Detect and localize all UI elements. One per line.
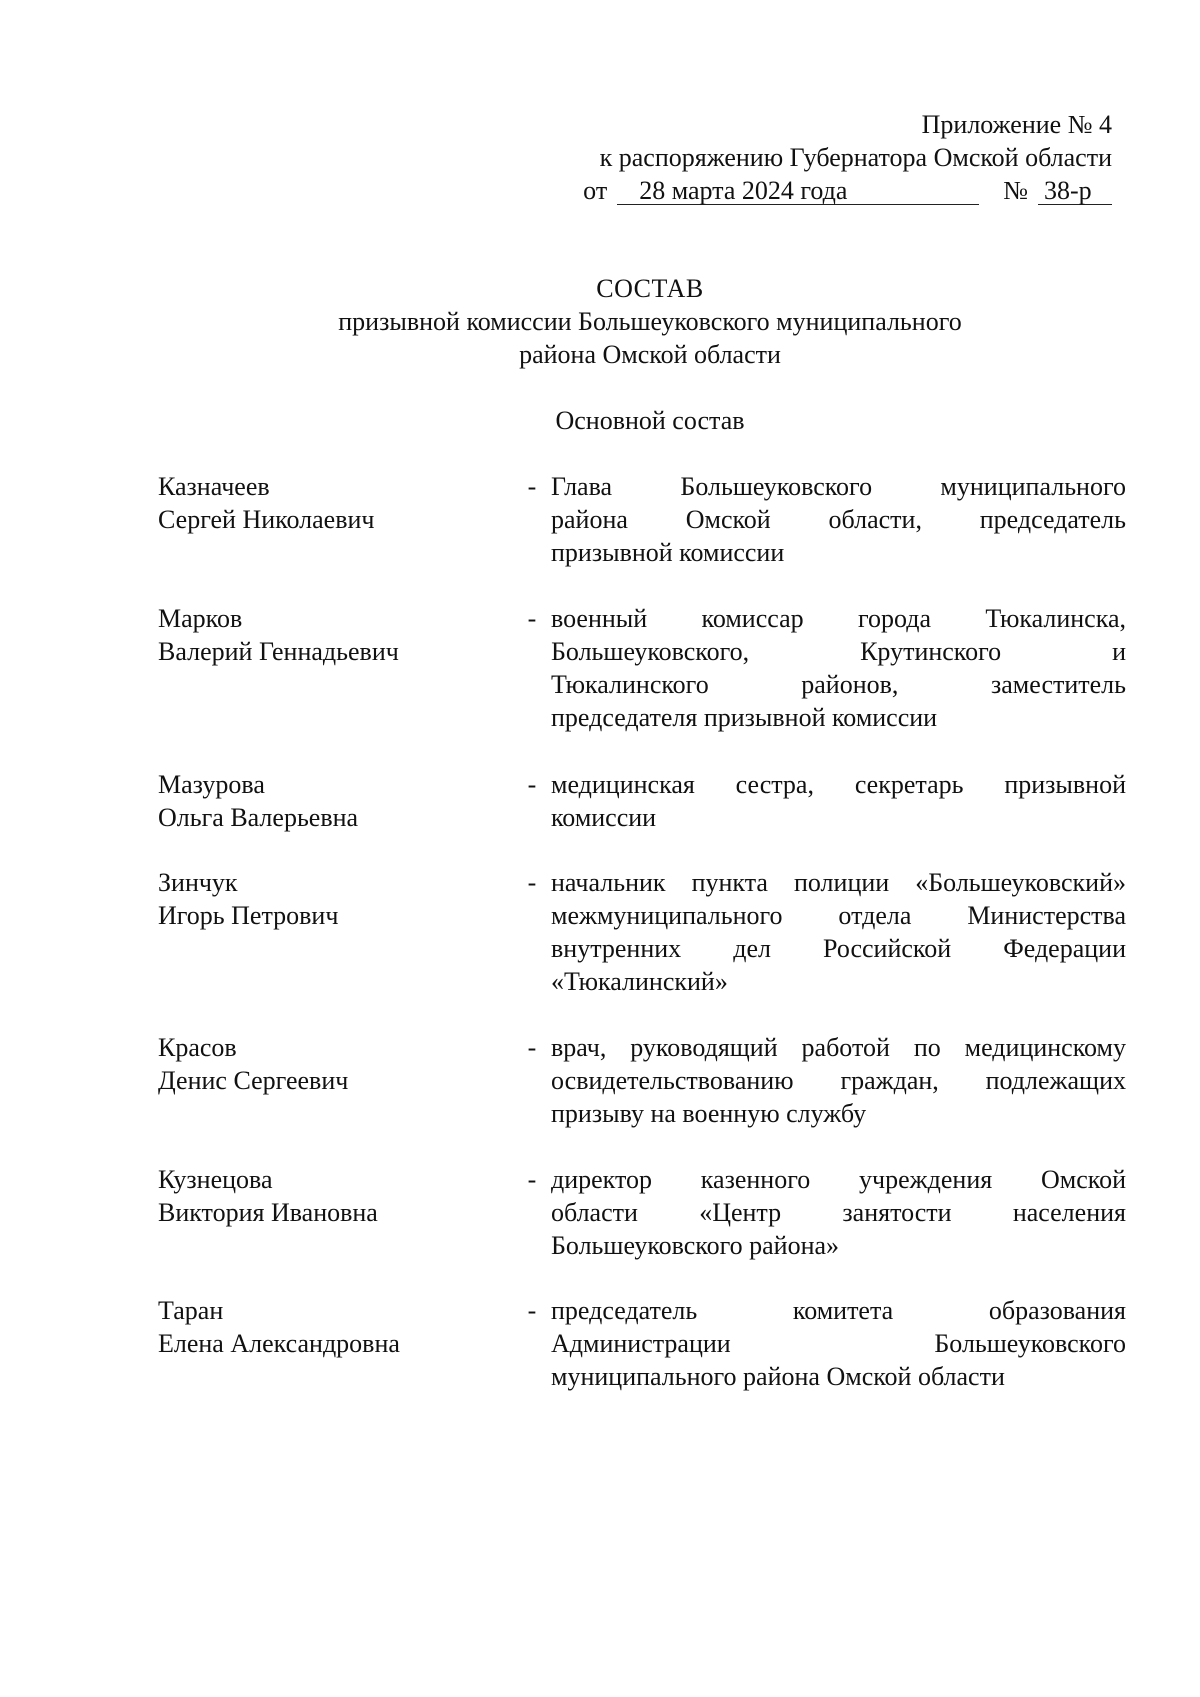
role-line: председатель комитета образования [551, 1296, 1126, 1325]
role-line: области «Центр занятости населения [551, 1198, 1126, 1227]
order-date-line [512, 174, 1112, 207]
role-line: призыву на военную службу [551, 1099, 867, 1128]
member-role [551, 1163, 1126, 1262]
order-reference: к распоряжению Губернатора Омской области [599, 143, 1112, 172]
dash-separator: - [527, 1296, 537, 1325]
member-surname: Красов [158, 1033, 237, 1062]
member-role [551, 470, 1126, 569]
dash-separator: - [527, 770, 537, 799]
dash-separator: - [527, 868, 537, 897]
role-line: военный комиссар города Тюкалинска, [551, 604, 1126, 633]
member-given-name: Денис Сергеевич [158, 1066, 349, 1095]
member-given-name: Валерий Геннадьевич [158, 637, 399, 666]
member-given-name: Елена Александровна [158, 1329, 400, 1358]
member-row [158, 1163, 1126, 1262]
member-role [551, 1031, 1126, 1130]
member-role [551, 768, 1126, 834]
member-row [158, 602, 1126, 734]
member-given-name: Ольга Валерьевна [158, 803, 359, 832]
role-line: муниципального района Омской области [551, 1362, 1005, 1391]
member-role [551, 866, 1126, 998]
member-given-name: Сергей Николаевич [158, 505, 375, 534]
role-line: Большеуковского района» [551, 1231, 840, 1260]
from-label: от [583, 176, 608, 205]
dash-separator: - [527, 1033, 537, 1062]
member-row [158, 1031, 1126, 1130]
member-name [158, 602, 513, 734]
member-name [158, 1294, 513, 1393]
number-label: № [1003, 176, 1028, 205]
order-date: 28 марта 2024 года [617, 178, 979, 205]
member-row [158, 768, 1126, 834]
dash-separator: - [527, 1165, 537, 1194]
role-line: Администрации Большеуковского [551, 1329, 1126, 1358]
role-line: межмуниципального отдела Министерства [551, 901, 1126, 930]
member-surname: Казначеев [158, 472, 270, 501]
member-name [158, 866, 513, 998]
member-surname: Марков [158, 604, 243, 633]
member-row [158, 866, 1126, 998]
member-row [158, 1294, 1126, 1393]
role-line: «Тюкалинский» [551, 967, 728, 996]
role-line: комиссии [551, 803, 657, 832]
role-line: врач, руководящий работой по медицинскому [551, 1033, 1126, 1062]
order-number: 38-р [1038, 178, 1112, 205]
role-line: внутренних дел Российской Федерации [551, 934, 1126, 963]
member-role [551, 1294, 1126, 1393]
document-title [200, 272, 1100, 371]
title-line-1: призывной комиссии Большеуковского муниципального [338, 307, 962, 336]
role-line: Тюкалинского районов, заместитель [551, 670, 1126, 699]
member-surname: Мазурова [158, 770, 265, 799]
role-line: района Омской области, председатель [551, 505, 1126, 534]
member-surname: Кузнецова [158, 1165, 273, 1194]
appendix-number: Приложение № 4 [921, 110, 1112, 139]
member-given-name: Игорь Петрович [158, 901, 339, 930]
dash-separator: - [527, 604, 537, 633]
appendix-header [512, 108, 1112, 207]
member-given-name: Виктория Ивановна [158, 1198, 378, 1227]
role-line: председателя призывной комиссии [551, 703, 938, 732]
role-line: Большеуковского, Крутинского и [551, 637, 1126, 666]
section-heading: Основной состав [555, 406, 745, 435]
role-line: освидетельствованию граждан, подлежащих [551, 1066, 1126, 1095]
role-line: начальник пункта полиции «Большеуковский» [551, 868, 1126, 897]
member-surname: Зинчук [158, 868, 238, 897]
member-surname: Таран [158, 1296, 224, 1325]
title-main: СОСТАВ [596, 274, 704, 303]
dash-separator: - [527, 472, 537, 501]
member-name [158, 768, 513, 834]
member-name [158, 1031, 513, 1130]
member-name [158, 1163, 513, 1262]
role-line: Глава Большеуковского муниципального [551, 472, 1126, 501]
member-row [158, 470, 1126, 569]
member-name [158, 470, 513, 569]
role-line: призывной комиссии [551, 538, 785, 567]
title-line-2: района Омской области [519, 340, 781, 369]
role-line: медицинская сестра, секретарь призывной [551, 770, 1126, 799]
role-line: директор казенного учреждения Омской [551, 1165, 1126, 1194]
member-role [551, 602, 1126, 734]
